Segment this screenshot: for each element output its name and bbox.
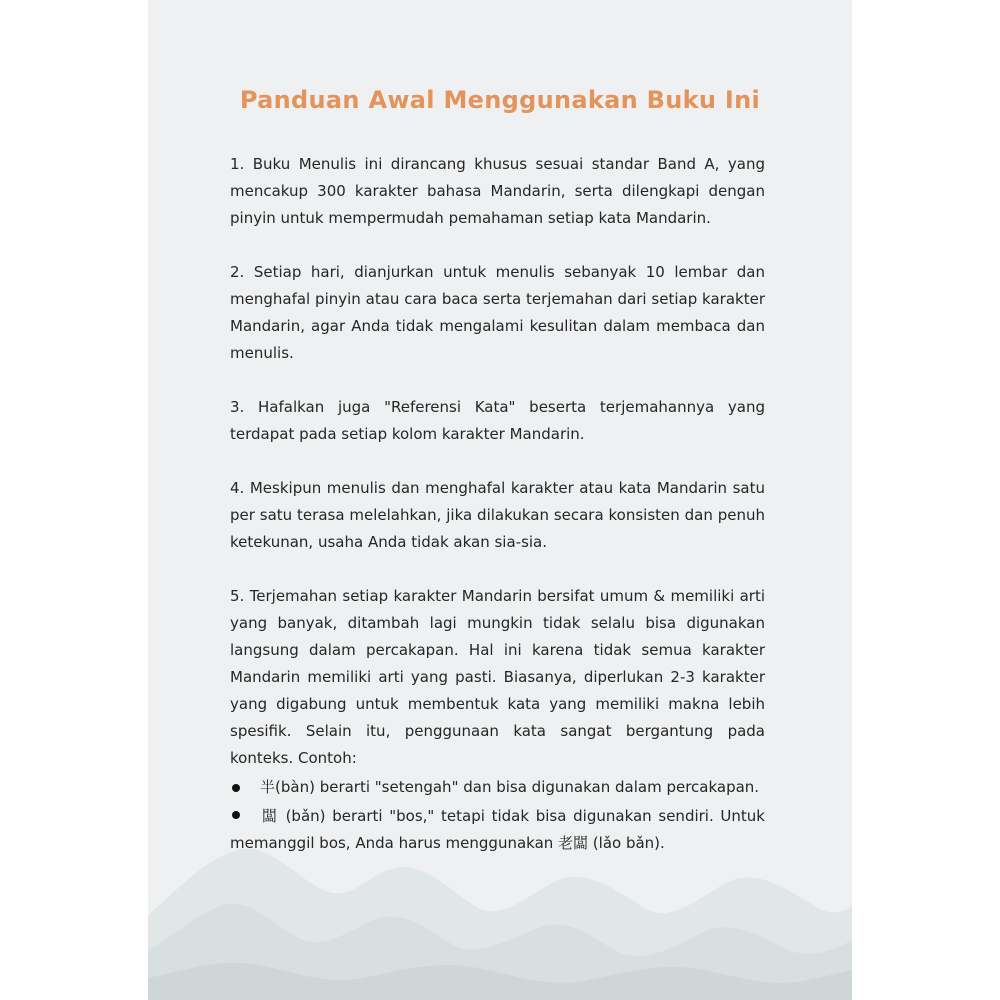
example-bullet-ban <box>230 774 765 801</box>
guide-item-3: 3. Hafalkan juga "Referensi Kata" beserta terjemahannya yang terdapat pada setiap kolom karakter Mandarin. <box>230 398 765 443</box>
bullet-icon <box>232 811 240 819</box>
guide-item-4: 4. Meskipun menulis dan menghafal karakter atau kata Mandarin satu per satu terasa melelahkan, jika dilakukan secara konsisten dan penuh ketekunan, usaha Anda tidak akan sia-sia. <box>230 479 765 551</box>
guide-content <box>230 151 765 857</box>
example-text-boss: 闆 (bǎn) berarti "bos," tetapi tidak bisa digunakan sendiri. Untuk memanggil bos, Anda harus menggunakan 老闆 (lǎo bǎn). <box>230 807 765 852</box>
example-bullet-boss <box>230 803 765 857</box>
page-title: Panduan Awal Menggunakan Buku Ini <box>239 86 761 114</box>
example-text-ban: 半(bàn) berarti "setengah" dan bisa digunakan dalam percakapan. <box>260 778 760 796</box>
document-page <box>148 0 852 1000</box>
bullet-icon <box>232 784 240 792</box>
guide-item-5: 5. Terjemahan setiap karakter Mandarin bersifat umum & memiliki arti yang banyak, ditambah lagi mungkin tidak selalu bisa digunakan langsung dalam percakapan. Hal ini karena tidak semua karakter Mandarin memiliki arti yang pasti. Biasanya, diperlukan 2-3 karakter yang digabung untuk membentuk kata yang memiliki makna lebih spesifik. Selain itu, penggunaan kata sangat bergantung pada konteks. Contoh: <box>230 587 765 767</box>
guide-item-1: 1. Buku Menulis ini dirancang khusus sesuai standar Band A, yang mencakup 300 karakter bahasa Mandarin, serta dilengkapi dengan pinyin untuk mempermudah pemahaman setiap kata Mandarin. <box>230 155 765 227</box>
guide-item-2: 2. Setiap hari, dianjurkan untuk menulis sebanyak 10 lembar dan menghafal pinyin atau cara baca serta terjemahan dari setiap karakter Mandarin, agar Anda tidak mengalami kesulitan dalam membaca dan menulis. <box>230 263 765 362</box>
